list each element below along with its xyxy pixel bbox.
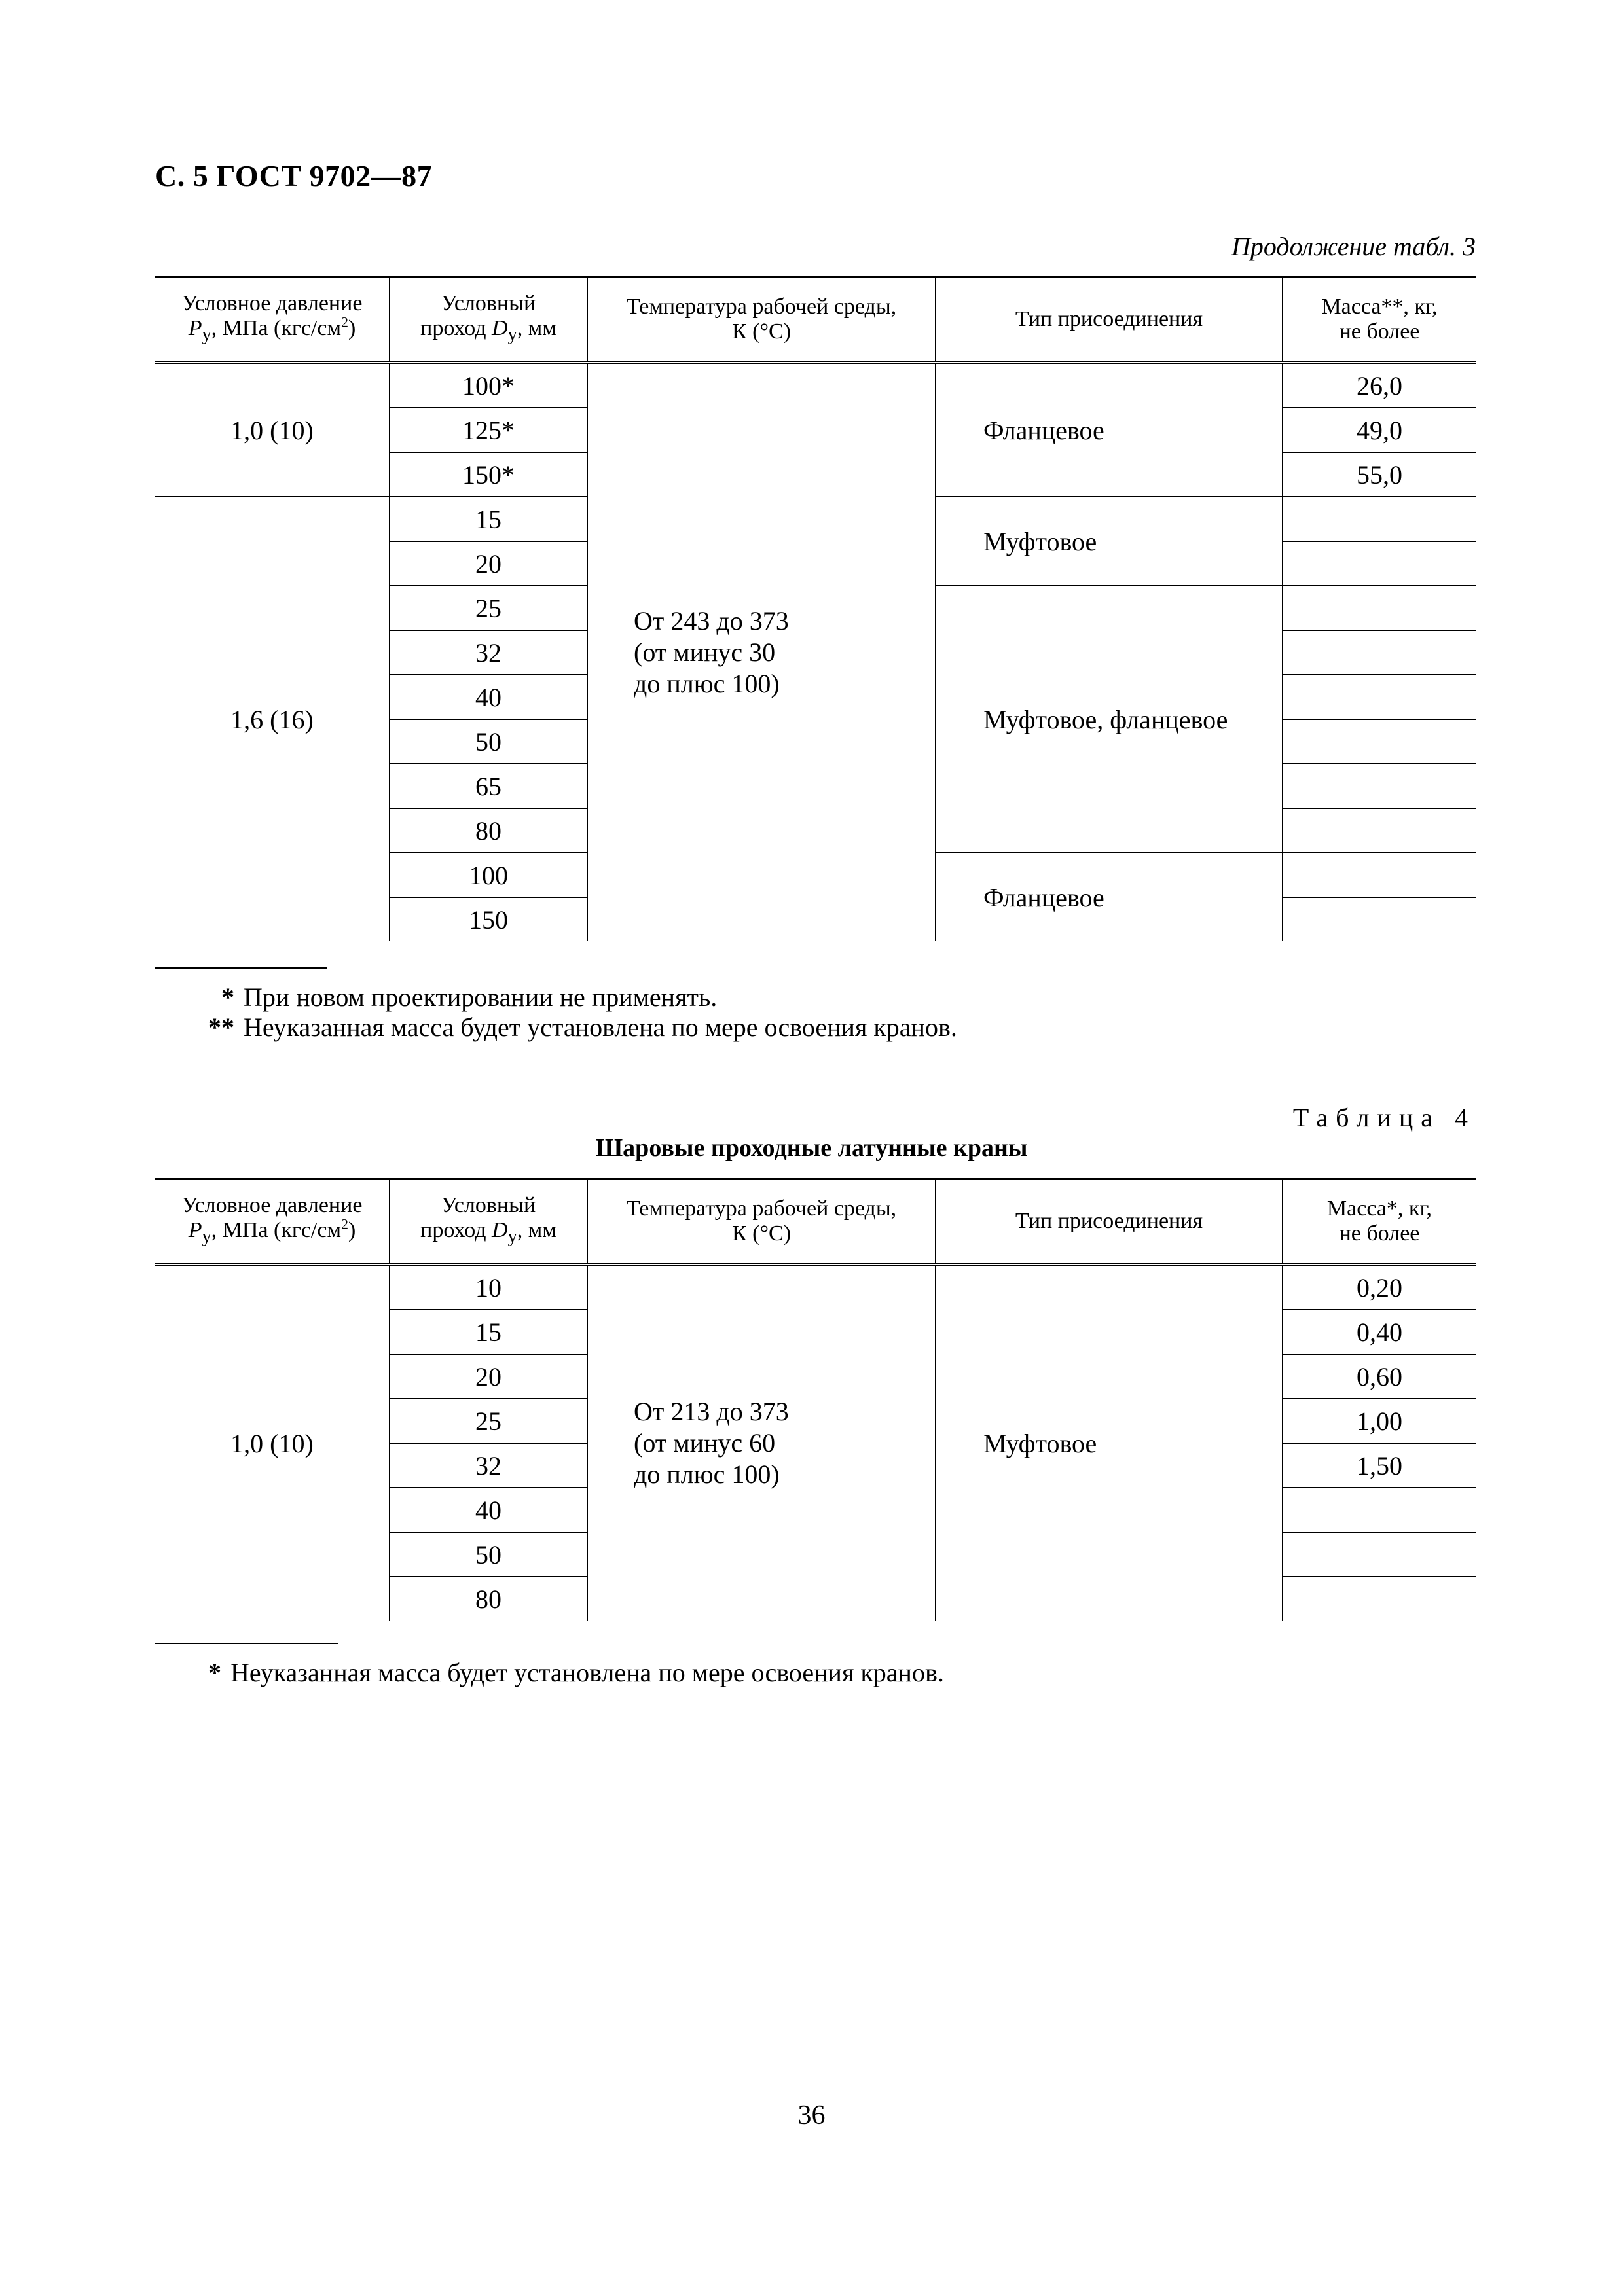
footnote-separator xyxy=(155,1643,338,1644)
mass-cell xyxy=(1283,808,1476,853)
mass-cell xyxy=(1283,853,1476,897)
table-4 xyxy=(155,1178,1476,1621)
page-number: 36 xyxy=(797,2100,826,2130)
dn-cell: 15 xyxy=(390,1310,587,1354)
table-row xyxy=(155,363,1476,408)
dn-cell: 40 xyxy=(390,675,587,719)
dn-cell: 20 xyxy=(390,1354,587,1399)
dn-cell: 100* xyxy=(390,363,587,408)
footnote: ** Неуказанная масса будет установлена по мере освоения кранов. xyxy=(208,1013,957,1042)
pressure-cell: 1,0 (10) xyxy=(155,363,390,497)
connection-cell: Муфтовое xyxy=(936,497,1283,586)
col-header-connection: Тип присоединения xyxy=(936,278,1283,363)
dn-cell: 80 xyxy=(390,1577,587,1621)
connection-cell: Фланцевое xyxy=(936,853,1283,941)
mass-cell: 26,0 xyxy=(1283,363,1476,408)
footnote-separator xyxy=(155,967,327,969)
mass-cell xyxy=(1283,541,1476,586)
dn-cell: 50 xyxy=(390,1532,587,1577)
col-header-connection: Тип присоединения xyxy=(936,1179,1283,1265)
mass-cell xyxy=(1283,675,1476,719)
mass-cell: 55,0 xyxy=(1283,452,1476,497)
dn-cell: 25 xyxy=(390,586,587,630)
dn-cell: 20 xyxy=(390,541,587,586)
dn-cell: 65 xyxy=(390,764,587,808)
mass-cell xyxy=(1283,497,1476,541)
mass-cell xyxy=(1283,586,1476,630)
dn-cell: 80 xyxy=(390,808,587,853)
col-header-mass: Масса*, кг, не более xyxy=(1283,1179,1476,1265)
mass-cell: 0,40 xyxy=(1283,1310,1476,1354)
mass-cell xyxy=(1283,1577,1476,1621)
dn-cell: 125* xyxy=(390,408,587,452)
mass-cell xyxy=(1283,719,1476,764)
col-header-nominal-diameter: Условный проход $D_у$, мм xyxy=(390,278,587,363)
col-header-mass: Масса**, кг, не более xyxy=(1283,278,1476,363)
connection-cell: Муфтовое xyxy=(936,1265,1283,1621)
mass-cell: 0,20 xyxy=(1283,1265,1476,1310)
pressure-cell: 1,6 (16) xyxy=(155,497,390,941)
footnote: * Неуказанная масса будет установлена по мере освоения кранов. xyxy=(208,1658,944,1687)
dn-cell: 150* xyxy=(390,452,587,497)
col-header-temperature: Температура рабочей среды, К (°С) xyxy=(587,278,936,363)
temperature-cell: От 213 до 373 (от минус 60 до плюс 100) xyxy=(587,1265,936,1621)
dn-cell: 50 xyxy=(390,719,587,764)
mass-cell xyxy=(1283,1488,1476,1532)
col-header-pressure: Условное давление $P_у$, МПа $(кгс/см^2)$ xyxy=(155,1179,390,1265)
dn-cell: 15 xyxy=(390,497,587,541)
dn-cell: 10 xyxy=(390,1265,587,1310)
dn-cell: 150 xyxy=(390,897,587,941)
dn-cell: 25 xyxy=(390,1399,587,1443)
mass-cell xyxy=(1283,897,1476,941)
dn-cell: 32 xyxy=(390,630,587,675)
temperature-cell: От 243 до 373 (от минус 30 до плюс 100) xyxy=(587,363,936,942)
table-continuation-label: Продолжение табл. 3 xyxy=(1231,232,1476,261)
col-header-nominal-diameter: Условный проход $D_у$, мм xyxy=(390,1179,587,1265)
table-3 xyxy=(155,276,1476,941)
mass-cell: 1,50 xyxy=(1283,1443,1476,1488)
table-4-title: Шаровые проходные латунные краны xyxy=(595,1134,1028,1162)
page-header: С. 5 ГОСТ 9702—87 xyxy=(155,159,433,192)
table-row xyxy=(155,1265,1476,1310)
connection-cell: Муфтовое, фланцевое xyxy=(936,586,1283,853)
mass-cell xyxy=(1283,764,1476,808)
connection-cell: Фланцевое xyxy=(936,363,1283,497)
mass-cell xyxy=(1283,630,1476,675)
pressure-cell: 1,0 (10) xyxy=(155,1265,390,1621)
dn-cell: 32 xyxy=(390,1443,587,1488)
dn-cell: 100 xyxy=(390,853,587,897)
table-header-row xyxy=(155,1179,1476,1265)
table-header-row xyxy=(155,278,1476,363)
mass-cell xyxy=(1283,1532,1476,1577)
col-header-temperature: Температура рабочей среды, К (°С) xyxy=(587,1179,936,1265)
table-4-label: Таблица 4 xyxy=(1292,1103,1476,1132)
mass-cell: 0,60 xyxy=(1283,1354,1476,1399)
mass-cell: 1,00 xyxy=(1283,1399,1476,1443)
mass-cell: 49,0 xyxy=(1283,408,1476,452)
col-header-pressure: Условное давление $P_у$, МПа $(кгс/см^2)$ xyxy=(155,278,390,363)
footnote: * При новом проектировании не применять. xyxy=(221,982,718,1012)
dn-cell: 40 xyxy=(390,1488,587,1532)
